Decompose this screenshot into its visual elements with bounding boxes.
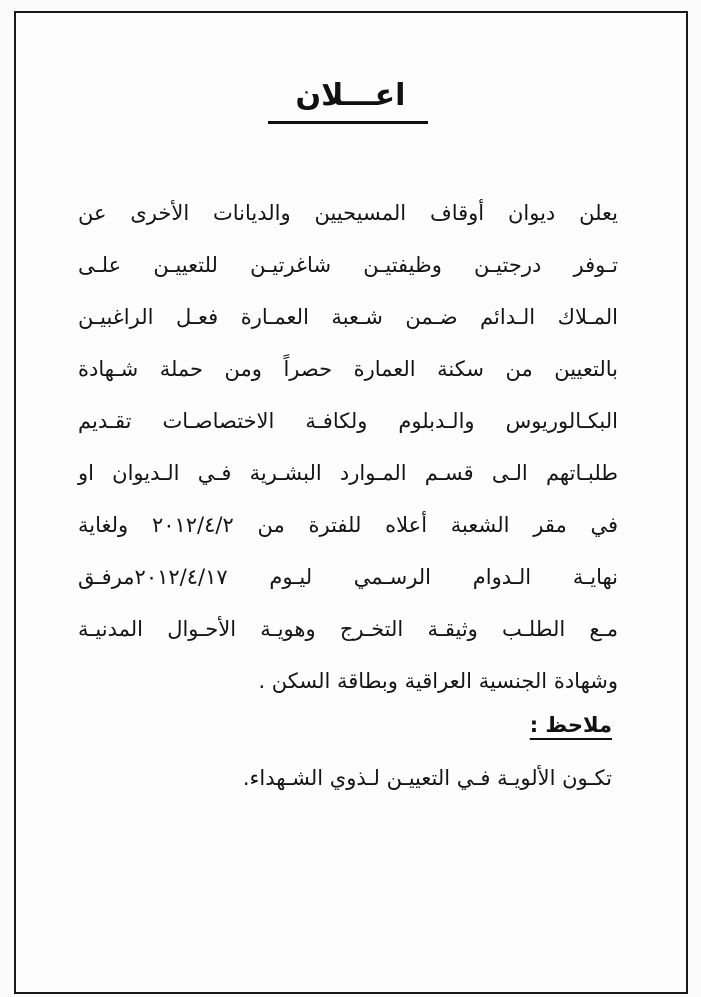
body-line-7: في مقر الشعبة أعلاه للفترة من ٢٠١٢/٤/٢ ولغاية [78, 513, 618, 537]
announcement-body [78, 187, 618, 707]
title-underline [268, 121, 428, 124]
body-line-4: بالتعيين من سكنة العمارة حصراً ومن حملة شـهادة [78, 357, 618, 381]
body-line-8: نهايـة الـدوام الرسـمي ليـوم ٢٠١٢/٤/١٧مرفـق [78, 565, 618, 589]
body-line-2: تـوفر درجتيـن وظيفتيـن شاغرتيـن للتعييـن علـى [78, 253, 618, 277]
body-line-6: طلبـاتهم الـى قسـم المـوارد البشـرية فـي الـديوان او [78, 461, 618, 485]
body-line-10: وشهادة الجنسية العراقية وبطاقة السكن . [258, 669, 618, 693]
note-label: ملاحظ : [529, 713, 612, 737]
note-text: تكـون الألويـة فـي التعييـن لـذوي الشـهداء. [242, 766, 612, 790]
body-line-9: مـع الطلـب وثيقـة التخـرج وهويـة الأحـوال المدنيـة [78, 617, 618, 641]
body-line-5: البكـالوريوس والـدبلوم ولكافـة الاختصاصـات تقـديم [78, 409, 618, 433]
body-line-1: يعلن ديوان أوقاف المسيحيين والديانات الأخرى عن [78, 201, 618, 225]
announcement-title: اعـــلان [295, 78, 406, 113]
body-line-3: المـلاك الـدائم ضـمن شـعبة العمـارة فعـل الراغبيـن [78, 305, 618, 329]
